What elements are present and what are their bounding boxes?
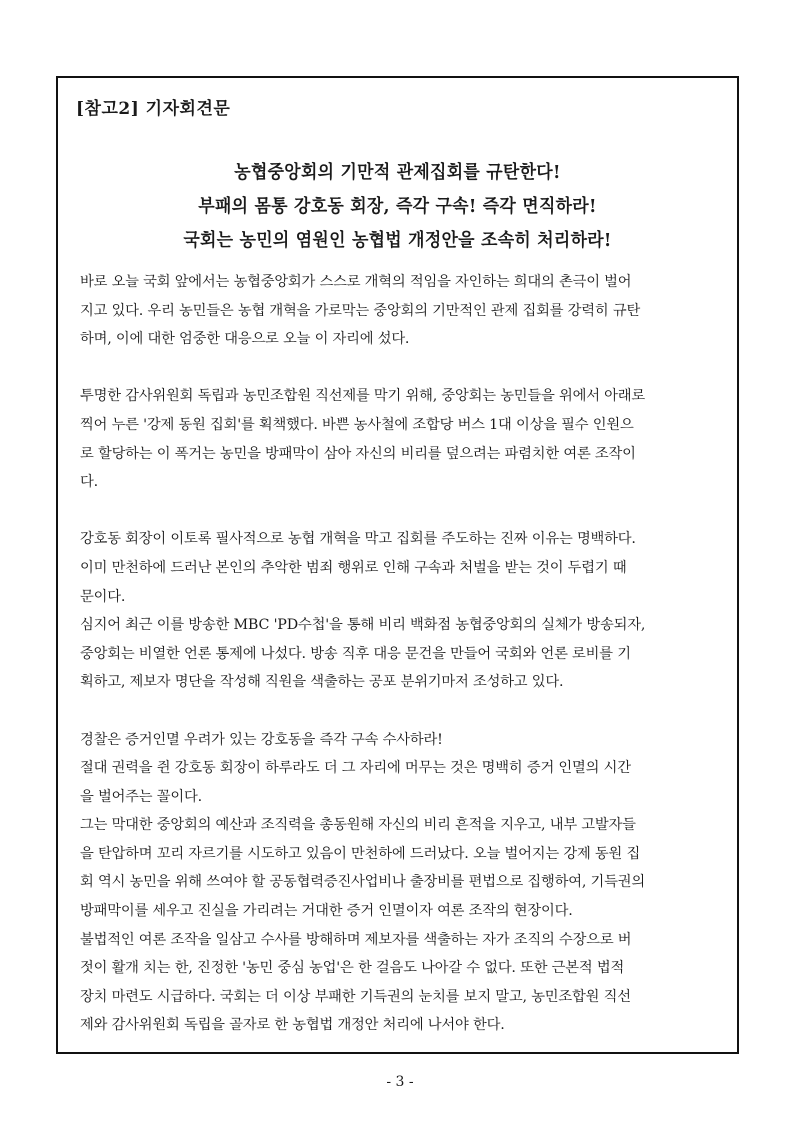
paragraph-1 <box>80 268 723 354</box>
paragraph-2 <box>80 382 723 496</box>
text-line: 강호동 회장이 이토록 필사적으로 농협 개혁을 막고 집회를 주도하는 진짜 이유는 명백하다. <box>80 531 636 548</box>
page-number: - 3 - <box>386 1074 414 1090</box>
headline-1: 농협중앙회의 기만적 관제집회를 규탄한다! <box>234 162 561 183</box>
paragraph-gap <box>80 697 723 726</box>
body-text <box>80 268 723 1040</box>
text-line: 경찰은 증거인멸 우려가 있는 강호동을 즉각 구속 수사하라! <box>80 731 443 748</box>
paragraph-gap <box>80 497 723 526</box>
text-line: 젓이 활개 치는 한, 진정한 '농민 중심 농업'은 한 걸음도 나아갈 수 없다. 또한 근본적 법적 <box>80 960 625 977</box>
text-line: 방패막이를 세우고 진실을 가리려는 거대한 증거 인멸이자 여론 조작의 현장이다. <box>80 903 573 920</box>
text-line: 불법적인 여론 조작을 일삼고 수사를 방해하며 제보자를 색출하는 자가 조직의 수장으로 버 <box>80 931 632 948</box>
headline-block <box>58 156 737 258</box>
headline-2: 부패의 몸통 강호동 회장, 즉각 구속! 즉각 면직하라! <box>198 196 597 217</box>
text-line: 회 역시 농민을 위해 쓰여야 할 공동협력증진사업비나 출장비를 편법으로 집행하여, 기득권의 <box>80 874 645 891</box>
text-line: 획하고, 제보자 명단을 작성해 직원을 색출하는 공포 분위기마저 조성하고 있다. <box>80 674 564 691</box>
text-line: 중앙회는 비열한 언론 통제에 나섰다. 방송 직후 대응 문건을 만들어 국회와 언론 로비를 기 <box>80 645 631 662</box>
paragraph-gap <box>80 354 723 383</box>
text-line: 이미 만천하에 드러난 본인의 추악한 범죄 행위로 인해 구속과 처벌을 받는 것이 두렵기 때 <box>80 559 627 576</box>
press-release-frame <box>56 76 739 1054</box>
text-line: 그는 막대한 중앙회의 예산과 조직력을 총동원해 자신의 비리 흔적을 지우고, 내부 고발자들 <box>80 817 636 834</box>
text-line: 바로 오늘 국회 앞에서는 농협중앙회가 스스로 개혁의 적임을 자인하는 희대의 촌극이 벌어 <box>80 274 632 290</box>
text-line: 절대 권력을 쥔 강호동 회장이 하루라도 더 그 자리에 머무는 것은 명백히 증거 인멸의 시간 <box>80 760 631 777</box>
text-line: 찍어 누른 '강제 동원 집회'를 획책했다. 바쁜 농사철에 조합당 버스 1대 이상을 필수 인원으 <box>80 416 634 433</box>
text-line: 심지어 최근 이를 방송한 MBC 'PD수첩'을 통해 비리 백화점 농협중앙회의 실체가 방송되자, <box>80 617 646 634</box>
text-line: 지고 있다. 우리 농민들은 농협 개혁을 가로막는 중앙회의 기만적인 관제 집회를 강력히 규탄 <box>80 302 641 319</box>
text-line: 제와 감사위원회 독립을 골자로 한 농협법 개정안 처리에 나서야 한다. <box>80 1017 505 1034</box>
text-line: 다. <box>80 474 98 491</box>
text-line: 장치 마련도 시급하다. 국회는 더 이상 부패한 기득권의 눈치를 보지 말고, 농민조합원 직선 <box>80 988 631 1005</box>
paragraph-4 <box>80 726 723 1041</box>
text-line: 문이다. <box>80 588 126 605</box>
reference-title: [참고2] 기자회견문 <box>76 99 231 119</box>
text-line: 하며, 이에 대한 엄중한 대응으로 오늘 이 자리에 섰다. <box>80 331 410 348</box>
text-line: 을 탄압하며 꼬리 자르기를 시도하고 있음이 만천하에 드러났다. 오늘 벌어지는 강제 동원 집 <box>80 845 641 862</box>
headline-3: 국회는 농민의 염원인 농협법 개정안을 조속히 처리하라! <box>183 230 612 251</box>
paragraph-3 <box>80 525 723 697</box>
text-line: 을 벌어주는 꼴이다. <box>80 788 202 805</box>
text-line: 로 할당하는 이 폭거는 농민을 방패막이 삼아 자신의 비리를 덮으려는 파렴치한 여론 조작이 <box>80 445 636 462</box>
text-line: 투명한 감사위원회 독립과 농민조합원 직선제를 막기 위해, 중앙회는 농민들을 위에서 아래로 <box>80 388 645 405</box>
